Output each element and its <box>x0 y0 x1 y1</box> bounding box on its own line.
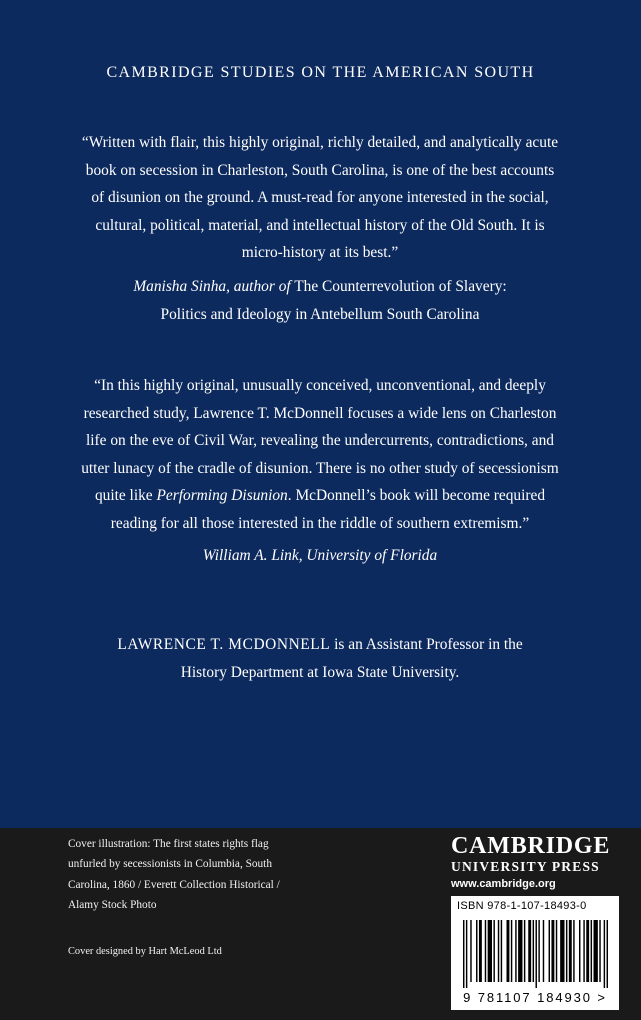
attribution-book-subtitle: Politics and Ideology in Antebellum South Carolina <box>160 305 480 323</box>
barcode-bar <box>560 920 564 982</box>
barcode-bar <box>604 920 605 988</box>
credit-line: unfurled by secessionists in Columbia, South <box>68 858 272 871</box>
book-title: Performing Disunion <box>156 487 288 505</box>
quote-line: utter lunacy of the cradle of disunion. There is no other study of secessionism <box>81 459 559 477</box>
barcode-bar <box>543 920 544 982</box>
barcode-bar <box>591 920 592 982</box>
quote-1-attribution <box>80 273 560 328</box>
barcode-bar <box>476 920 477 982</box>
barcode-bar <box>488 920 492 982</box>
publisher-url: www.cambridge.org <box>451 878 556 890</box>
credit-line: Alamy Stock Photo <box>68 899 157 912</box>
quote-2-attribution: William A. Link, University of Florida <box>202 547 438 564</box>
quote-line: micro-history at its best.” <box>241 244 399 262</box>
barcode-bar <box>566 920 567 982</box>
quote-line: “Written with flair, this highly original, richly detailed, and analytically acute <box>81 134 559 151</box>
barcode-bar <box>536 920 537 988</box>
barcode-bar <box>466 920 467 988</box>
barcode-bar <box>607 920 608 988</box>
barcode-bar <box>479 920 482 982</box>
barcode-bar <box>485 920 486 982</box>
barcode-bar <box>515 920 516 982</box>
publisher-name: CAMBRIDGE <box>451 833 611 859</box>
barcode-icon <box>451 918 619 990</box>
attribution-author: Manisha Sinha, author of <box>133 278 291 295</box>
barcode-bar <box>599 920 600 982</box>
barcode-bar <box>498 920 499 982</box>
barcode-bar <box>579 920 580 982</box>
series-title: CAMBRIDGE STUDIES ON THE AMERICAN SOUTH <box>106 64 535 81</box>
barcode-bar <box>538 920 539 982</box>
publisher-logo <box>451 834 626 893</box>
barcode-bar <box>470 920 471 982</box>
barcode-bar <box>573 920 574 982</box>
barcode-bar <box>569 920 572 982</box>
barcode-bar <box>501 920 502 982</box>
barcode-bar <box>528 920 531 982</box>
isbn-label: ISBN 978-1-107-18493-0 <box>457 900 587 912</box>
barcode-bar <box>493 920 494 982</box>
quote-text: quite like <box>94 487 157 505</box>
barcode-bar <box>594 920 598 982</box>
barcode-bar <box>586 920 589 982</box>
barcode-bar <box>463 920 464 988</box>
barcode-bar <box>549 920 550 982</box>
barcode-bar <box>524 920 525 982</box>
author-name: LAWRENCE T. MCDONNELL <box>117 636 331 653</box>
quote-line: of disunion on the ground. A must-read for anyone interested in the social, <box>91 189 549 207</box>
credit-line: Cover illustration: The first states rights flag <box>68 838 269 850</box>
barcode-bar <box>583 920 584 982</box>
barcode-bar <box>551 920 554 982</box>
publisher-subtitle: UNIVERSITY PRESS <box>451 859 600 874</box>
barcode-bar <box>507 920 510 982</box>
quote-line: life on the eve of Civil War, revealing the undercurrents, contradictions, and <box>86 432 554 450</box>
cover-illustration-credit <box>68 834 343 916</box>
author-bio <box>80 631 560 686</box>
attribution-book-title: The Counterrevolution of Slavery: <box>290 278 507 295</box>
review-quote-1 <box>80 129 560 267</box>
credit-line: Carolina, 1860 / Everett Collection Historical / <box>68 878 280 891</box>
quote-line: “In this highly original, unusually conceived, unconventional, and deeply <box>94 377 546 394</box>
cover-designer-credit: Cover designed by Hart McLeod Ltd <box>68 946 222 957</box>
bio-text: History Department at Iowa State University. <box>180 663 460 681</box>
quote-line <box>80 482 560 510</box>
barcode-bar <box>556 920 557 982</box>
barcode-digits: 9 781107 184930 > <box>463 990 607 1005</box>
quote-line: book on secession in Charleston, South Carolina, is one of the best accounts <box>85 161 555 179</box>
barcode-bar <box>518 920 522 982</box>
barcode-bar <box>511 920 512 982</box>
bio-text: is an Assistant Professor in the <box>330 636 523 653</box>
quote-line: reading for all those interested in the riddle of southern extremism.” <box>110 514 530 532</box>
quote-line: cultural, political, material, and intellectual history of the Old South. It is <box>95 216 545 234</box>
quote-text: . McDonnell’s book will become required <box>287 487 546 505</box>
review-quote-2 <box>80 372 560 538</box>
quote-line: researched study, Lawrence T. McDonnell focuses a wide lens on Charleston <box>83 404 557 422</box>
barcode-bar <box>533 920 534 982</box>
isbn-barcode <box>451 896 619 1010</box>
